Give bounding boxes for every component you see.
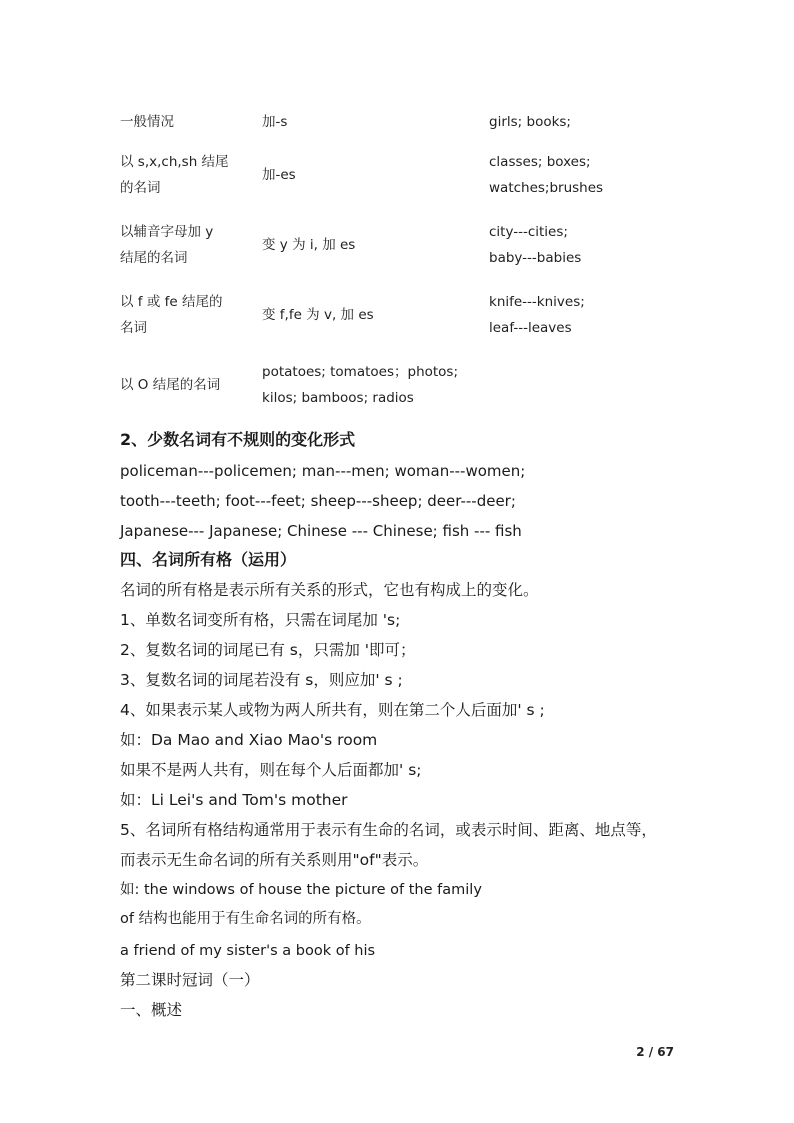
rule-item: 2、复数名词的词尾已有 s，只需加 '即可； [120, 641, 416, 659]
paragraph: of 结构也能用于有生命名词的所有格。 [120, 911, 371, 927]
page-number: 2 / 67 [636, 1045, 674, 1059]
rule-item: 如果不是两人共有，则在每个人后面都加' s; [120, 761, 422, 779]
rule-cell: 以 f 或 fe 结尾的 名词 [120, 294, 223, 336]
rule-item: 1、单数名词变所有格，只需在词尾加 's; [120, 611, 401, 629]
rule-item: 3、复数名词的词尾若没有 s，则应加' s ; [120, 671, 403, 689]
rule-cell: 以辅音字母加 y 结尾的名词 [120, 224, 214, 266]
example-line: 如: the windows of house the picture of the family [120, 882, 482, 898]
change-cell: 加-s [262, 114, 288, 130]
rule-item: 5、名词所有格结构通常用于表示有生命的名词，或表示时间、距离、地点等， [120, 821, 657, 839]
example-cell: classes; boxes; watches;brushes [489, 154, 604, 196]
irregular-heading: 2、少数名词有不规则的变化形式 [120, 430, 356, 449]
rule-cell: 一般情况 [120, 114, 174, 130]
lesson-title: 第二课时冠词（一） [120, 971, 260, 989]
example-line: a friend of my sister's a book of his [120, 943, 376, 959]
irregular-line: tooth---teeth; foot---feet; sheep---sheep; deer---deer; [120, 492, 516, 510]
example-line: 如：Da Mao and Xiao Mao's room [120, 731, 378, 749]
example-cell: knife---knives; leaf---leaves [489, 294, 585, 336]
irregular-line: Japanese--- Japanese; Chinese --- Chinese; fish --- fish [120, 522, 522, 540]
rule-cell: 以 O 结尾的名词 [120, 377, 221, 393]
change-cell: 加-es [262, 167, 296, 183]
table-row [120, 281, 680, 351]
table-row [120, 211, 680, 281]
section-heading: 四、名词所有格（运用） [120, 550, 297, 569]
example-cell: girls; books; [489, 114, 571, 130]
irregular-line: policeman---policemen; man---men; woman---women; [120, 462, 526, 480]
table-row [120, 141, 680, 211]
section-heading: 一、概述 [120, 1001, 183, 1019]
paragraph: 名词的所有格是表示所有关系的形式，它也有构成上的变化。 [120, 581, 539, 599]
rule-item: 而表示无生命名词的所有关系则用"of"表示。 [120, 851, 429, 869]
change-cell: 变 y 为 i, 加 es [262, 237, 356, 253]
example-cell: city---cities; baby---babies [489, 224, 582, 266]
table-row [120, 351, 680, 421]
rule-cell: 以 s,x,ch,sh 结尾 的名词 [120, 154, 229, 196]
change-cell: potatoes; tomatoes；photos; kilos; bamboos; radios [262, 364, 459, 406]
example-line: 如：Li Lei's and Tom's mother [120, 791, 348, 809]
change-cell: 变 f,fe 为 v, 加 es [262, 307, 374, 323]
plural-rules-table [120, 105, 680, 421]
table-row [120, 105, 680, 141]
rule-item: 4、如果表示某人或物为两人所共有，则在第二个人后面加' s ; [120, 701, 545, 719]
